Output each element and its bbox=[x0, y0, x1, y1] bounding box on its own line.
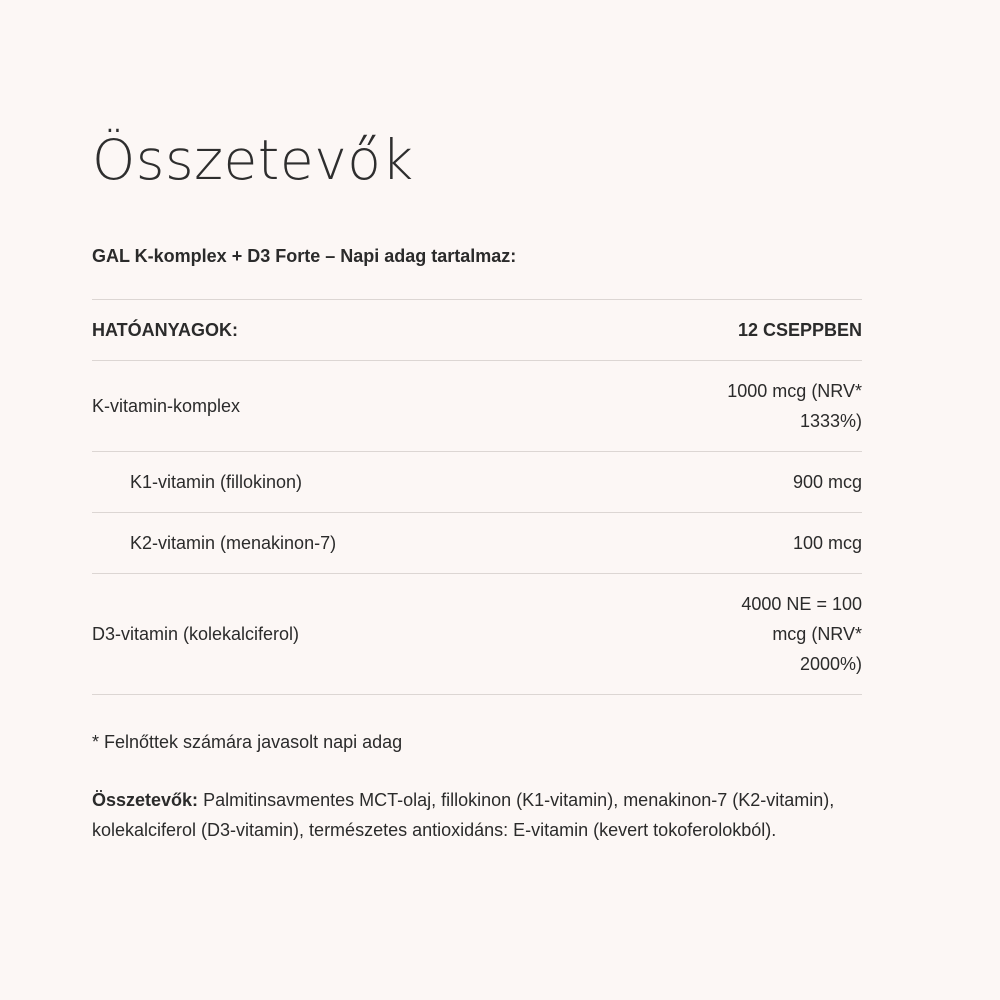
table-row bbox=[92, 452, 862, 513]
nrv-footnote: * Felnőttek számára javasolt napi adag bbox=[92, 732, 403, 752]
nutrient-name: K2-vitamin (menakinon-7) bbox=[130, 533, 337, 553]
table-header-row bbox=[92, 300, 862, 361]
table-row bbox=[92, 513, 862, 574]
ingredients-text: Palmitinsavmentes MCT-olaj, fillokinon (K1-vitamin), menakinon-7 (K2-vitamin), kolekalciferol (D3-vitamin), természetes antioxidáns: E-vitamin (kevert tokoferolokból). bbox=[92, 790, 835, 840]
table-row bbox=[92, 361, 862, 452]
nutrient-name: K1-vitamin (fillokinon) bbox=[130, 472, 303, 492]
product-subtitle: GAL K-komplex + D3 Forte – Napi adag tartalmaz: bbox=[92, 246, 517, 266]
header-active-ingredients: HATÓANYAGOK: bbox=[92, 320, 239, 340]
header-per-drops: 12 CSEPPBEN bbox=[737, 320, 862, 340]
ingredients-label: Összetevők: bbox=[92, 790, 199, 810]
ingredients-section bbox=[92, 128, 862, 845]
ingredients-paragraph bbox=[92, 785, 862, 845]
nutrient-name: D3-vitamin (kolekalciferol) bbox=[92, 624, 300, 644]
nutrient-amount: 900 mcg bbox=[792, 472, 862, 492]
nutrient-name: K-vitamin-komplex bbox=[92, 396, 241, 416]
nutrient-amount: 4000 NE = 100 mcg (NRV* 2000%) bbox=[741, 594, 862, 674]
nutrient-table bbox=[92, 299, 862, 695]
nutrient-amount: 1000 mcg (NRV* 1333%) bbox=[727, 381, 862, 431]
nutrient-amount: 100 mcg bbox=[792, 533, 862, 553]
page-title: Összetevők bbox=[92, 128, 414, 192]
table-row bbox=[92, 574, 862, 695]
